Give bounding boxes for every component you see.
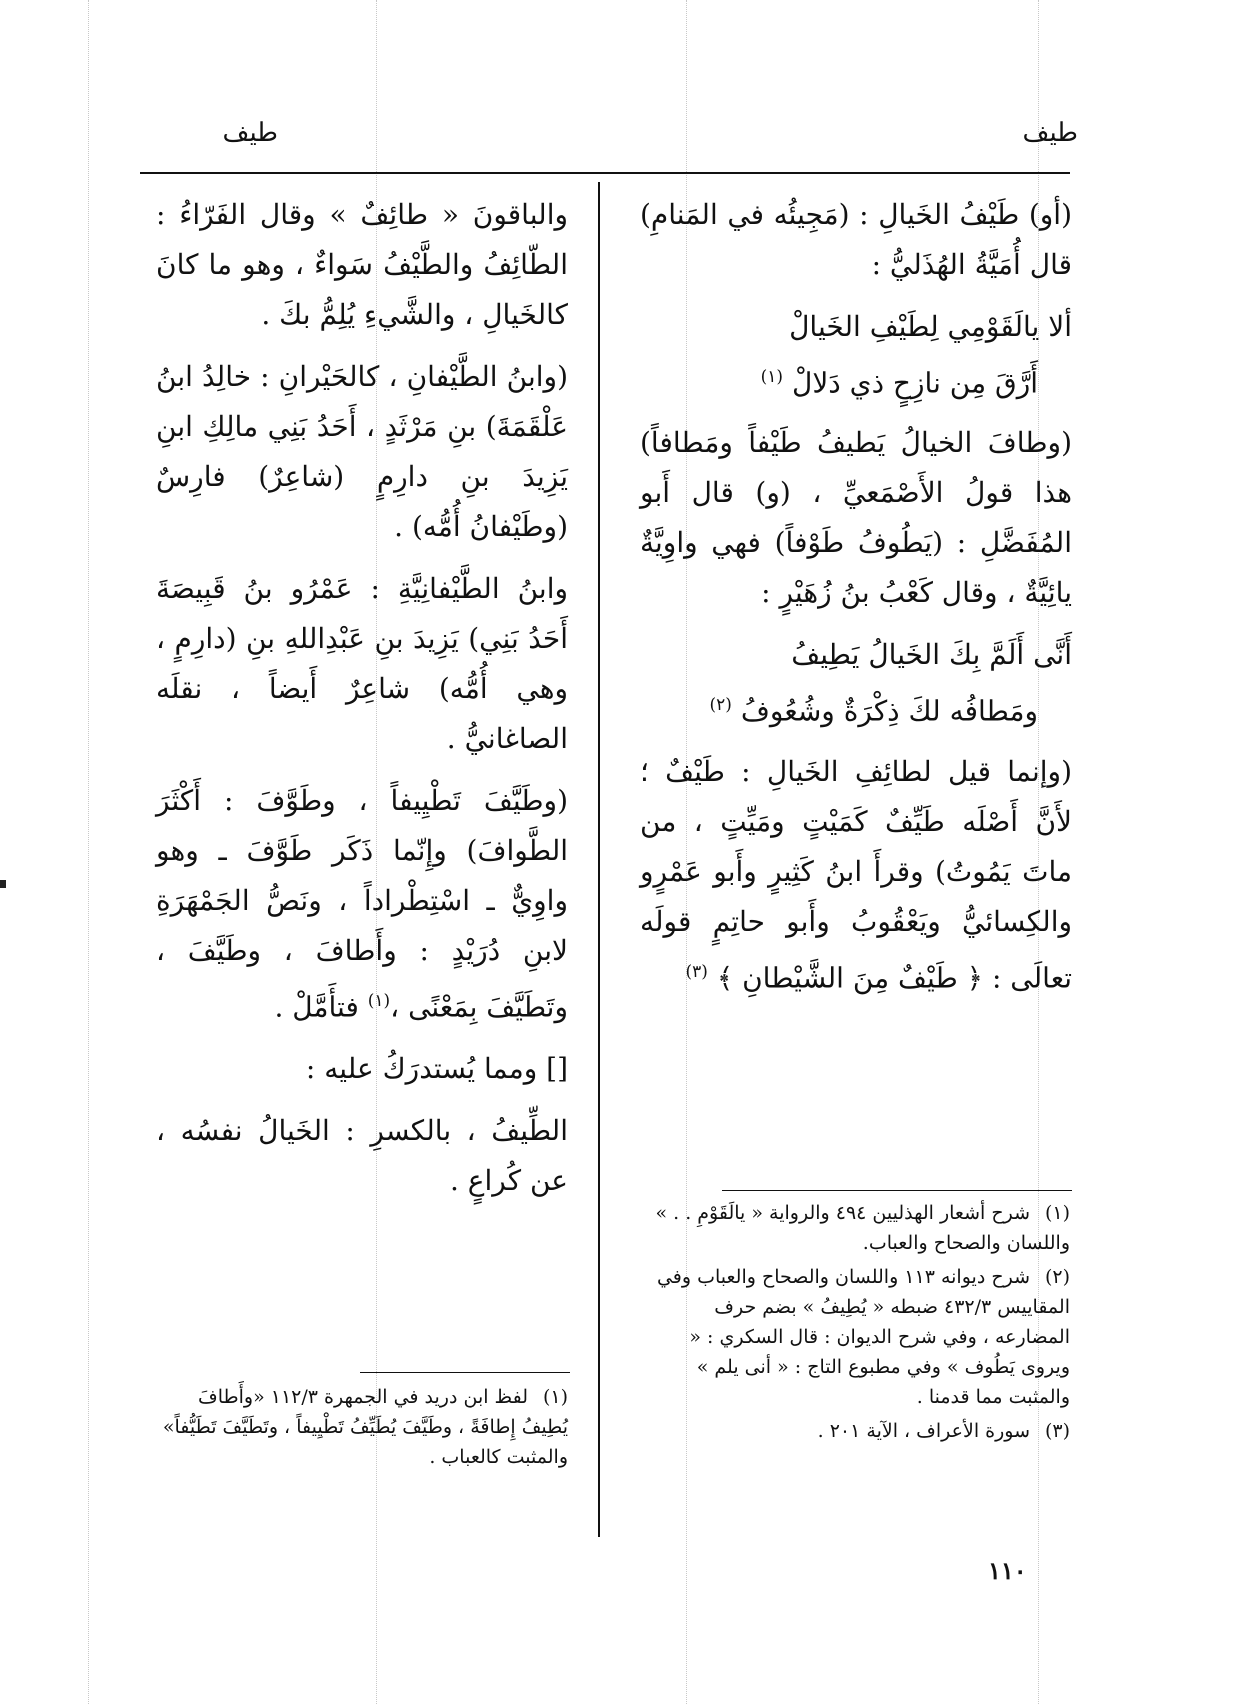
verse-line: ومَطافُه لكَ ذِكْرَةٌ وشُعُوفُ $^{(٢)}$ [709,694,1038,728]
footnote: (٣)سورة الأعراف ، الآية ٢٠١ . [817,1420,1070,1442]
running-header-left: طيف [222,118,278,148]
footnote: (١)شرح أشعار الهذليين ٤٩٤ والرواية « يالَقَوْمِ . . » واللسان والصحاح والعباب. [655,1202,1070,1254]
verse-line: ألا يالَقَوْمِي لِطَيْفِ الخَيالْ [789,310,1072,343]
right-column [640,190,1072,1015]
scan-guide-line [88,0,89,1704]
paragraph: (وطافَ الخيالُ يَطيفُ طَيْفاً ومَطافاً) هذا قولُ الأَصْمَعيِّ ، (و) قال أَبو المُفَضَّلِ : (يَطُوفُ طَوْفاً) فهي واوِيَّةٌ يائِيَّةٌ ، وقال كَعْبُ بنُ زُهَيْرٍ : [640,426,1072,610]
footnote-ref: (١) [367,991,391,1011]
scan-edge-mark [0,880,6,888]
right-footnotes [640,1198,1070,1450]
paragraph: الطِّيفُ ، بالكسرِ : الخَيالُ نفسُه ، عن كُراعٍ . [156,1114,568,1198]
paragraph: (وابنُ الطَّيْفانِ ، كالحَيْرانِ : خالِدُ ابنُ عَلْقَمَةَ) بنِ مَرْثَدٍ ، أَحَدُ بَنِي مالِكِ ابنِ يَزِيدَ بنِ دارِمٍ (شاعِرٌ) فارِسٌ (وطَيْفانُ أُمُّه) . [156,360,568,543]
footnote: (٢)شرح ديوانه ١١٣ واللسان والصحاح والعباب وفي المقاييس ٤٣٢/٣ ضبطه « يُطِيفُ » بضم حرف المضارعه ، وفي شرح الديوان : قال السكري : « ويروى يَطُوف » وفي مطبوع التاج : « أنى يلم » والمثبت مما قدمنا . [656,1266,1070,1408]
footnote-ref: (١) [760,367,784,387]
running-header-right: طيف [1022,118,1078,148]
left-footnotes [156,1382,568,1476]
paragraph: [] ومما يُستدرَكُ عليه : [305,1052,568,1086]
footnote-rule [360,1372,570,1373]
verse-line: أَنَّى أَلَمَّ بِكَ الخَيالُ يَطِيفُ [791,638,1072,672]
page-number: ١١٠ [988,1556,1027,1585]
left-column [156,190,568,1218]
paragraph: والباقونَ « طائِفٌ » وقال الفَرّاءُ : الطّائِفُ والطَّيْفُ سَواءٌ ، وهو ما كانَ كالخَيالِ ، والشَّيءِ يُلِمُّ بكَ . [156,198,568,331]
paragraph: وابنُ الطَّيْفانِيَّةِ : عَمْرُو بنُ قَبِيصَةَ أَحَدُ بَنِي) يَزِيدَ بنِ عَبْدِاللهِ بنِ (دارِمٍ ، وهي أُمُّه) شاعِرٌ أَيضاً ، نقلَه الصاغانيُّ . [156,572,568,755]
column-divider [598,182,600,1537]
paragraph: (أو) طَيْفُ الخَيالِ : (مَجِيئُه في المَنامِ) قال أُمَيَّةُ الهُذَليُّ : [640,198,1072,281]
verse-line: أَرَّقَ مِن نازِحٍ ذي دَلالْ $^{(١)}$ [760,366,1038,400]
footnote-ref: (٢) [709,695,732,716]
paragraph: (وطَيَّفَ تَطْيِيفاً ، وطَوَّفَ : أَكْثَرَ الطَّوافَ) وإِنّما ذَكَر طَوَّفَ ـ وهو واوِيٌّ ـ اسْتِطْراداً ، ونَصُّ الجَمْهَرَةِ لابنِ دُرَيْدٍ : وأَطافَ ، وطَيَّفَ ، وتَطَيَّفَ بِمَعْنًى ،$^{(١)}$ فتأَمَّلْ . [156,784,568,1024]
footnote-rule [722,1190,1072,1191]
footnote: (١)لفظ ابن دريد في الجمهرة ١١٢/٣ «وأَطافَ يُطِيفُ إِطافَةً ، وطَيَّفَ يُطَيِّفُ تَطْيِيفاً ، وتَطَيَّفَ تَطَيُّفاً» والمثبت كالعباب . [162,1386,568,1468]
footnote-ref: (٣) [685,961,708,982]
header-rule [140,172,1070,174]
paragraph: (وإنما قيل لطائِفِ الخَيالِ : طَيْفٌ ؛ لأَنَّ أَصْلَه طَيِّفٌ كَمَيْتٍ ومَيِّتٍ ، من ماتَ يَمُوتُ) وقرأَ ابنُ كَثِيرٍ وأَبو عَمْرٍو والكِسائيُّ ويَعْقُوبُ وأَبو حاتِمٍ قولَه تعالَى : ﴿ طَيْفٌ مِنَ الشَّيْطانِ ﴾ $^{(٣)}$ [640,754,1072,994]
